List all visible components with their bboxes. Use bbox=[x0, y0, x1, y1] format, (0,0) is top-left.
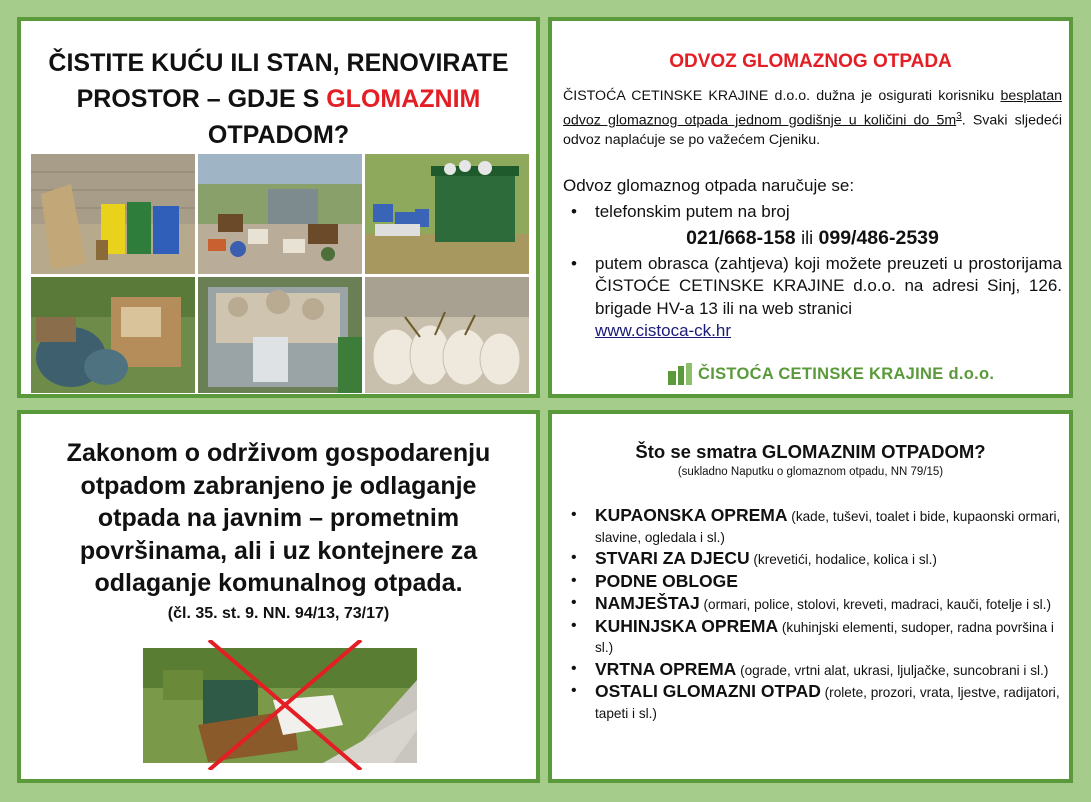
bulky-waste-collection-panel bbox=[548, 17, 1073, 398]
category-item: • KUHINJSKA OPREMA (kuhinjski elementi, sudoper, radna površina i sl.) bbox=[571, 615, 1054, 655]
collection-heading: ODVOZ GLOMAZNOG OTPADA bbox=[669, 51, 952, 72]
bulky-waste-categories bbox=[563, 505, 1062, 724]
legal-notice-text: Zakonom o održivom gospodarenju otpadom zabranjeno je odlaganje otpada na javnim – prometnim površinama, ali i uz kontejnere za odlaganje komunalnog otpada. bbox=[66, 439, 491, 597]
company-logo: ČISTOĆA CETINSKE KRAJINE d.o.o. bbox=[668, 363, 994, 385]
category-item: • OSTALI GLOMAZNI OTPAD (rolete, prozori, vrata, ljestve, radijatori, tapeti i sl.) bbox=[571, 681, 1060, 721]
category-item: • STVARI ZA DJECU (krevetići, hodalice, kolica i sl.) bbox=[571, 548, 937, 568]
definition-heading: Što se smatra GLOMAZNIM OTPADOM? bbox=[635, 441, 986, 462]
legal-notice-panel bbox=[17, 410, 540, 783]
order-instructions: Odvoz glomaznog otpada naručuje se: bbox=[563, 176, 855, 195]
category-item: • PODNE OBLOGE bbox=[571, 570, 738, 591]
logo-mark-icon bbox=[668, 363, 692, 385]
category-item: • VRTNA OPREMA (ograde, vrtni alat, ukrasi, ljuljačke, suncobrani i sl.) bbox=[571, 658, 1049, 679]
phone-number-mobile[interactable]: 099/486-2539 bbox=[818, 226, 939, 249]
bulky-waste-definition-panel bbox=[548, 410, 1073, 783]
phone-numbers: 021/668-158 ili 099/486-2539 bbox=[686, 226, 939, 249]
waste-photo-grid bbox=[31, 154, 529, 393]
category-item: • KUPAONSKA OPREMA (kade, tuševi, toalet i bide, kupaonski ormari, slavine, ogledala i sl.) bbox=[571, 505, 1061, 545]
photo-green-container bbox=[365, 154, 529, 274]
definition-source: (sukladno Naputku o glomaznom otpadu, NN 79/15) bbox=[677, 466, 944, 478]
legal-citation: (čl. 35. st. 9. NN. 94/13, 73/17) bbox=[167, 605, 390, 622]
order-methods-list bbox=[563, 201, 1062, 343]
phone-number-landline[interactable]: 021/668-158 bbox=[686, 226, 796, 249]
category-item: • NAMJEŠTAJ (ormari, police, stolovi, kreveti, madraci, kauči, fotelje i sl.) bbox=[571, 593, 1051, 613]
website-link[interactable]: www.cistoca-ck.hr bbox=[595, 321, 732, 340]
photo-rubble-sacks bbox=[365, 277, 529, 393]
photo-open-container-rubble bbox=[198, 277, 362, 393]
photo-pile-around-container bbox=[198, 154, 362, 274]
bulky-waste-question-panel bbox=[17, 17, 540, 398]
photo-bags-and-boxes bbox=[31, 277, 195, 393]
panel1-heading: ČISTITE KUĆU ILI STAN, RENOVIRATE PROSTOR – GDJE S GLOMAZNIM OTPADOM? bbox=[48, 49, 509, 149]
illegal-dumping-photo bbox=[143, 640, 417, 770]
collection-intro: ČISTOĆA CETINSKE KRAJINE d.o.o. dužna je osigurati korisniku besplatan odvoz glomaznog otpada jednom godišnje u količini do $5m^3$. Svaki sljedeći odvoz naplaćuje se po važećem Cjeniku. bbox=[563, 88, 1062, 148]
order-method-phone: • telefonskim putem na broj bbox=[571, 202, 790, 221]
photo-bins-by-wall bbox=[31, 154, 195, 274]
order-method-form: • putem obrasca (zahtjeva) koji možete preuzeti u prostorijama ČISTOĆE CETINSKE KRAJINE d.o.o. na adresi Sinj, 126. brigade HV-a 13 ili na web stranici www.cistoca-ck.hr bbox=[571, 253, 1062, 340]
